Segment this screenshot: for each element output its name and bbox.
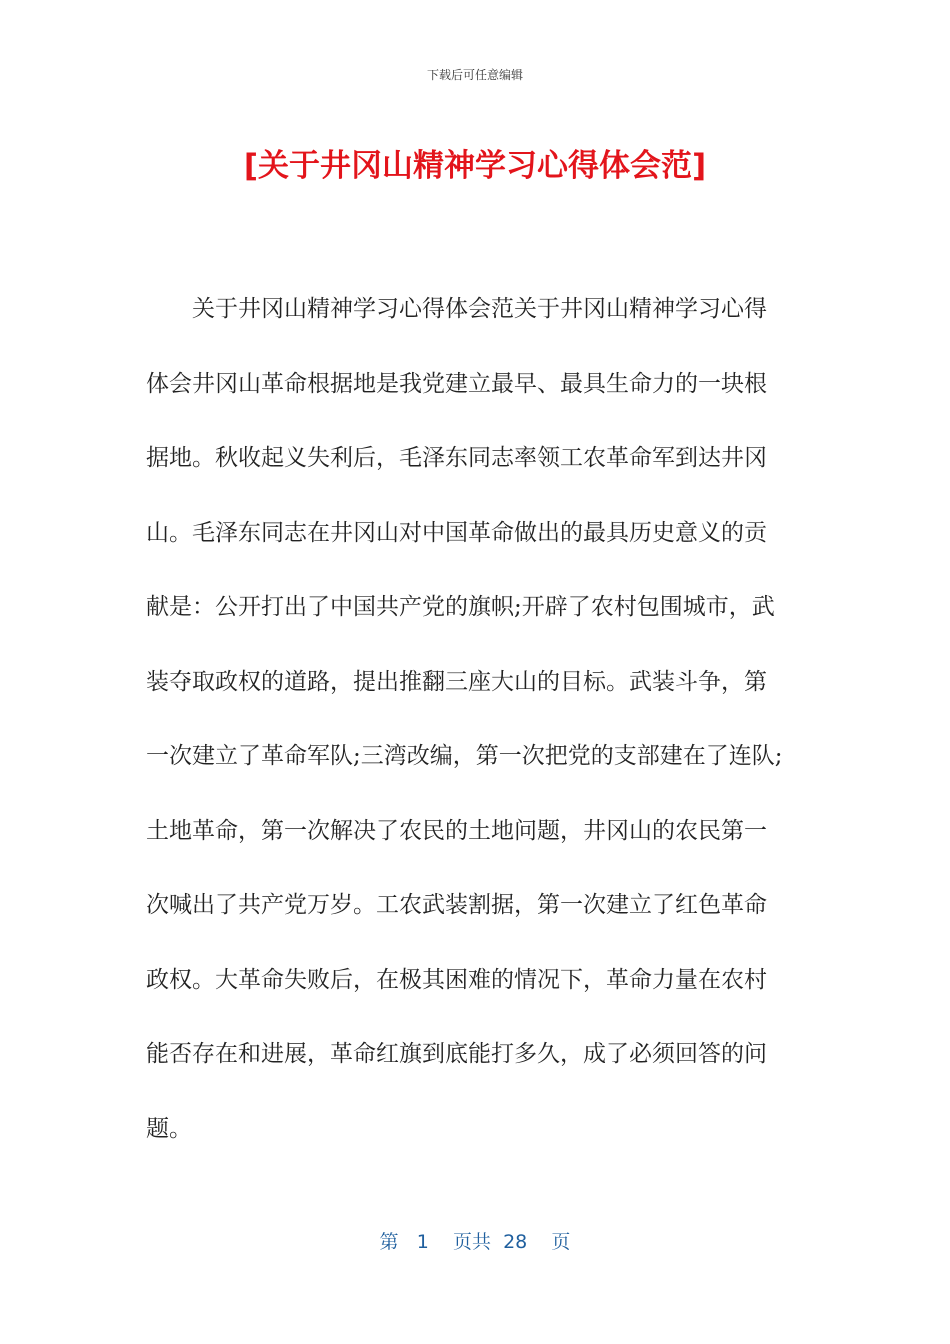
body-line: 土地革命，第一次解决了农民的土地问题，井冈山的农民第一 xyxy=(146,817,767,844)
footer-page-suffix: 页 xyxy=(551,1231,571,1253)
body-line: 山。毛泽东同志在井冈山对中国革命做出的最具历史意义的贡 xyxy=(146,519,767,546)
body-text xyxy=(146,272,826,1166)
body-line: 装夺取政权的道路，提出推翻三座大山的目标。武装斗争，第 xyxy=(146,668,767,695)
body-line: 献是：公开打出了中国共产党的旗帜;开辟了农村包围城市，武 xyxy=(146,594,775,620)
footer-page-middle: 页共 xyxy=(452,1231,491,1253)
body-line: 体会井冈山革命根据地是我党建立最早、最具生命力的一块根 xyxy=(146,370,767,397)
body-line: 次喊出了共产党万岁。工农武装割据，第一次建立了红色革命 xyxy=(146,892,767,918)
body-line: 据地。秋收起义失利后，毛泽东同志率领工农革命军到达井冈 xyxy=(146,445,767,471)
body-line: 能否存在和进展，革命红旗到底能打多久，成了必须回答的问 xyxy=(146,1041,767,1067)
page-footer xyxy=(0,1227,950,1254)
footer-page-prefix: 第 xyxy=(379,1231,399,1253)
document-title: [关于井冈山精神学习心得体会范] xyxy=(243,148,707,184)
body-line: 政权。大革命失败后，在极其困难的情况下，革命力量在农村 xyxy=(146,966,767,993)
footer-page-total: 28 xyxy=(503,1231,528,1253)
body-line: 一次建立了革命军队;三湾改编，第一次把党的支部建在了连队; xyxy=(146,743,783,769)
body-line: 题。 xyxy=(146,1115,192,1142)
header-note: 下载后可任意编辑 xyxy=(426,68,523,82)
body-line: 关于井冈山精神学习心得体会范关于井冈山精神学习心得 xyxy=(192,296,767,322)
footer-page-number: 1 xyxy=(416,1231,429,1253)
